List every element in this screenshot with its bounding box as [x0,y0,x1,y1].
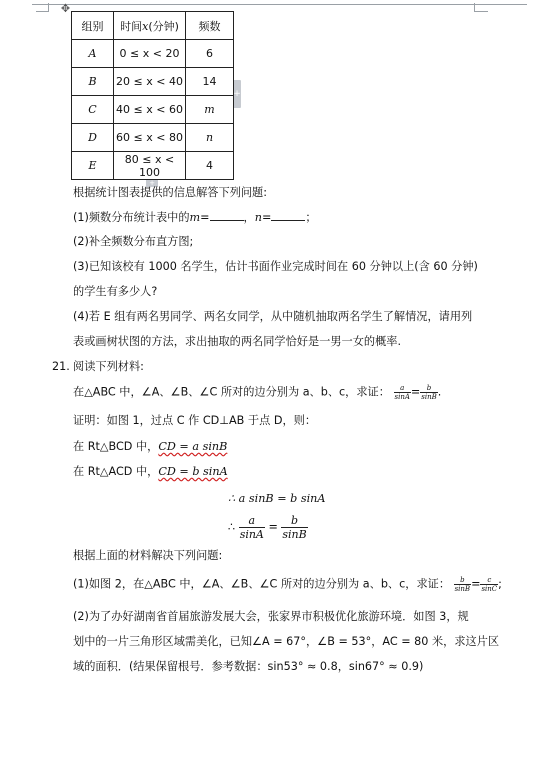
table-row [72,68,234,96]
cell-freq: 14 [186,68,234,96]
cell-freq: 6 [186,40,234,68]
fraction-a-over-sinA: $\frac{a}{\sin A}$ [394,384,410,401]
margin-corner-mark [36,11,48,12]
table-row [72,124,234,152]
answer-blank-n[interactable] [271,210,305,221]
table-row [72,152,234,180]
q21-therefore-line2: ∴ $\frac{a}{\sin A}$ = $\frac{b}{\sin B}$ [228,514,307,541]
add-column-plus-icon[interactable]: + [233,80,241,108]
cell-group: A [72,40,114,68]
header-time: 时间x(分钟) [114,12,186,40]
margin-corner-mark [474,3,475,12]
cell-group: B [72,68,114,96]
header-group: 组别 [72,12,114,40]
q21-proof-line2: 在 Rt△BCD 中，CD = a sinB [73,440,228,453]
q21-therefore-line1: ∴ a sinB = b sinA [228,492,326,505]
q21-solve-part2-line1: (2)为了办好湖南省首届旅游发展大会，张家界市积极优化旅游环境．如图 3，规 [73,610,469,623]
cell-freq: n [186,124,234,152]
fraction-a-over-sinA-large: $\frac{a}{\sin A}$ [239,514,264,541]
add-row-plus-icon[interactable]: + [146,180,158,187]
q20-intro: 根据统计图表提供的信息解答下列问题: [73,186,267,199]
cell-range: 80 ≤ x < 100 [114,152,186,180]
q20-part4-line1: (4)若 E 组有两名男同学、两名女同学，从中随机抽取两名学生了解情况，请用列 [73,310,473,323]
fraction-b-over-sinB: $\frac{b}{\sin B}$ [454,576,471,593]
q21-solve-part1: (1)如图 2，在△ABC 中，∠A、∠B、∠C 所对的边分别为 a、b、c，求证： $\frac{b}{\sin B}$ = $\frac{c}{\sin C}$ ; [73,576,502,593]
cell-range: 40 ≤ x < 60 [114,96,186,124]
q20-part2: (2)补全频数分布直方图; [73,235,194,248]
frequency-table [71,11,234,180]
top-margin-line [32,4,527,5]
fraction-c-over-sinC: $\frac{c}{\sin C}$ [481,576,498,593]
q21-solve-part2-line2: 划中的一片三角形区域需美化，已知∠A = 67°，∠B = 53°，AC = 80 米，求这片区 [73,635,500,648]
table-row [72,96,234,124]
header-frequency: 频数 [186,12,234,40]
q21-title: 阅读下列材料: [73,360,144,373]
q20-part4-line2: 表或画树状图的方法，求出抽取的两名同学恰好是一男一女的概率. [73,335,401,348]
q21-given: 在△ABC 中，∠A、∠B、∠C 所对的边分别为 a、b、c，求证： $\frac{a}{\sin A}$ = $\frac{b}{\sin B}$ . [73,384,442,401]
q21-solve-part2-line3: 域的面积．(结果保留根号．参考数据：sin53° ≈ 0.8，sin67° ≈ 0.9) [73,660,424,673]
cell-range: 20 ≤ x < 40 [114,68,186,96]
margin-corner-mark [474,11,488,12]
cell-group: C [72,96,114,124]
cell-range: 0 ≤ x < 20 [114,40,186,68]
q20-part3-line1: (3)已知该校有 1000 名学生，估计书面作业完成时间在 60 分钟以上(含 60 分钟) [73,260,478,273]
q20-part3-line2: 的学生有多少人? [73,285,158,298]
cell-freq: m [186,96,234,124]
table-move-handle-icon[interactable]: ✥ [60,2,71,15]
q21-proof-line3: 在 Rt△ACD 中，CD = b sinA [73,465,228,478]
cell-group: E [72,152,114,180]
q21-solve-intro: 根据上面的材料解决下列问题: [73,549,223,562]
q20-part1: (1)频数分布统计表中的m= ，n= ； [73,211,317,224]
table-header-row [72,12,234,40]
answer-blank-m[interactable] [210,210,244,221]
cell-range: 60 ≤ x < 80 [114,124,186,152]
q21-number: 21. [52,360,70,373]
q21-proof-line1: 证明：如图 1，过点 C 作 CD⊥AB 于点 D，则： [73,414,317,427]
cell-freq: 4 [186,152,234,180]
fraction-b-over-sinB-large: $\frac{b}{\sin B}$ [282,514,307,541]
table-row [72,40,234,68]
cell-group: D [72,124,114,152]
fraction-b-over-sinB: $\frac{b}{\sin B}$ [421,384,437,401]
